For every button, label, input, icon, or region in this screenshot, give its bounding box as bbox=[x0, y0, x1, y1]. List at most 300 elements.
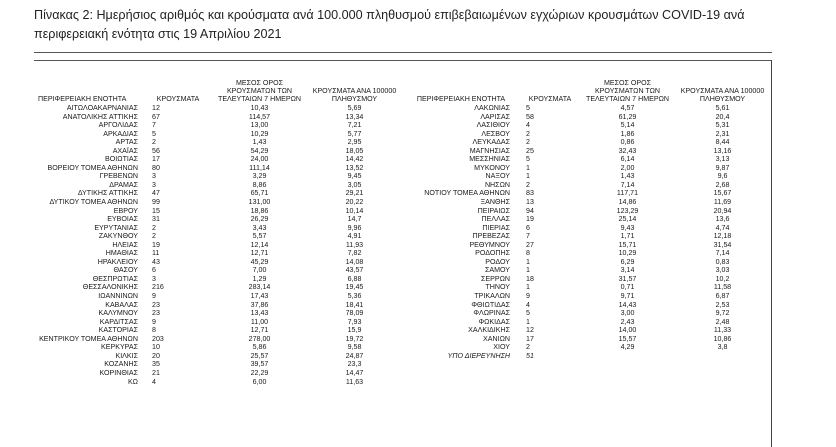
region-cell: ΥΠΟ ΔΙΕΡΕΥΝΗΣΗ bbox=[447, 351, 510, 360]
cases-cell: 20 bbox=[152, 351, 160, 360]
table-row bbox=[402, 172, 770, 181]
region-cell: ΜΕΣΣΗΝΙΑΣ bbox=[469, 155, 510, 164]
rate-cell: 3,05 bbox=[347, 180, 362, 189]
table-row bbox=[34, 335, 402, 344]
table-body-left bbox=[34, 104, 402, 386]
cases-cell: 17 bbox=[152, 155, 160, 164]
region-cell: ΚΕΝΤΡΙΚΟΥ ΤΟΜΕΑ ΑΘΗΝΩΝ bbox=[39, 334, 138, 343]
avg-cell: 278,00 bbox=[248, 334, 271, 343]
rate-cell: 8,44 bbox=[715, 138, 730, 147]
cases-cell: 1 bbox=[526, 163, 530, 172]
avg-cell: 17,43 bbox=[250, 292, 269, 301]
rate-cell: 2,48 bbox=[715, 317, 730, 326]
cases-cell: 9 bbox=[526, 292, 530, 301]
rate-cell: 5,31 bbox=[715, 121, 730, 130]
table-row bbox=[402, 335, 770, 344]
region-cell: ΛΕΣΒΟΥ bbox=[481, 129, 510, 138]
header-region: ΠΕΡΙΦΕΡΕΙΑΚΗ ΕΝΟΤΗΤΑ bbox=[38, 95, 127, 103]
rate-cell: 10,14 bbox=[345, 206, 364, 215]
table-row bbox=[34, 189, 402, 198]
cases-cell: 3 bbox=[152, 180, 156, 189]
table-row bbox=[34, 164, 402, 173]
region-cell: ΚΩ bbox=[127, 377, 138, 386]
avg-cell: 37,86 bbox=[250, 300, 269, 309]
avg-cell: 9,71 bbox=[620, 292, 635, 301]
cases-cell: 2 bbox=[152, 138, 156, 147]
rate-cell: 14,47 bbox=[345, 368, 364, 377]
cases-cell: 27 bbox=[526, 240, 534, 249]
rate-cell: 11,33 bbox=[713, 326, 732, 335]
table-row bbox=[402, 343, 770, 352]
table-row bbox=[402, 189, 770, 198]
rate-cell: 13,52 bbox=[345, 163, 364, 172]
region-cell: ΝΗΣΩΝ bbox=[484, 180, 510, 189]
table-row bbox=[402, 104, 770, 113]
cases-cell: 2 bbox=[152, 223, 156, 232]
avg-cell: 12,71 bbox=[250, 326, 269, 335]
cases-cell: 21 bbox=[152, 368, 160, 377]
table-row bbox=[402, 283, 770, 292]
table-row bbox=[34, 266, 402, 275]
table-row bbox=[34, 309, 402, 318]
table-row bbox=[402, 352, 770, 361]
rate-cell: 20,22 bbox=[345, 198, 364, 207]
region-cell: ΛΑΡΙΣΑΣ bbox=[480, 112, 510, 121]
avg-cell: 25,57 bbox=[250, 351, 269, 360]
region-cell: ΧΙΟΥ bbox=[493, 343, 510, 352]
rate-cell: 11,58 bbox=[713, 283, 732, 292]
rate-cell: 24,87 bbox=[345, 351, 364, 360]
region-cell: ΕΥΡΥΤΑΝΙΑΣ bbox=[94, 223, 138, 232]
avg-cell: 5,14 bbox=[620, 121, 635, 130]
cases-cell: 67 bbox=[152, 112, 160, 121]
cases-cell: 1 bbox=[526, 283, 530, 292]
region-cell: ΛΑΚΩΝΙΑΣ bbox=[474, 104, 510, 112]
rate-cell: 5,69 bbox=[347, 104, 362, 112]
rate-cell: 7,21 bbox=[347, 121, 362, 130]
avg-cell: 6,00 bbox=[252, 377, 267, 386]
rate-cell: 3,8 bbox=[717, 343, 728, 352]
cases-cell: 2 bbox=[526, 129, 530, 138]
cases-cell: 11 bbox=[152, 249, 160, 258]
cases-cell: 3 bbox=[152, 172, 156, 181]
region-cell: ΝΑΞΟΥ bbox=[485, 172, 510, 181]
avg-cell: 3,43 bbox=[252, 223, 267, 232]
rate-cell: 18,05 bbox=[345, 146, 364, 155]
cases-cell: 5 bbox=[526, 155, 530, 164]
region-cell: ΠΡΕΒΕΖΑΣ bbox=[472, 232, 510, 241]
avg-cell: 14,00 bbox=[618, 326, 637, 335]
region-cell: ΚΑΡΔΙΤΣΑΣ bbox=[99, 317, 138, 326]
avg-cell: 4,29 bbox=[620, 343, 635, 352]
region-cell: ΦΘΙΩΤΙΔΑΣ bbox=[471, 300, 510, 309]
avg-cell: 0,86 bbox=[620, 138, 635, 147]
cases-cell: 4 bbox=[526, 121, 530, 130]
cases-cell: 5 bbox=[526, 104, 530, 112]
region-cell: ΑΡΚΑΔΙΑΣ bbox=[103, 129, 138, 138]
table-row bbox=[34, 360, 402, 369]
avg-cell: 13,43 bbox=[250, 309, 269, 318]
table-row bbox=[34, 138, 402, 147]
avg-cell: 3,29 bbox=[252, 172, 267, 181]
avg-cell: 0,71 bbox=[620, 283, 635, 292]
avg-cell: 1,71 bbox=[620, 232, 635, 241]
table-row bbox=[402, 113, 770, 122]
cases-cell: 1 bbox=[526, 257, 530, 266]
table-row bbox=[402, 224, 770, 233]
table-row bbox=[34, 224, 402, 233]
table-row bbox=[34, 232, 402, 241]
cases-cell: 58 bbox=[526, 112, 534, 121]
table-header-right bbox=[402, 70, 770, 104]
region-cell: ΘΕΣΣΑΛΟΝΙΚΗΣ bbox=[82, 283, 138, 292]
region-cell: ΧΑΝΙΩΝ bbox=[483, 334, 510, 343]
table-row bbox=[34, 275, 402, 284]
avg-cell: 15,57 bbox=[618, 334, 637, 343]
avg-cell: 2,43 bbox=[620, 317, 635, 326]
rate-cell: 7,82 bbox=[347, 249, 362, 258]
cases-cell: 2 bbox=[152, 232, 156, 241]
region-cell: ΗΛΕΙΑΣ bbox=[112, 240, 138, 249]
cases-cell: 1 bbox=[526, 266, 530, 275]
table-row bbox=[402, 155, 770, 164]
region-cell: ΚΟΡΙΝΘΙΑΣ bbox=[99, 368, 138, 377]
avg-cell: 22,29 bbox=[250, 368, 269, 377]
region-cell: ΡΕΘΥΜΝΟΥ bbox=[469, 240, 510, 249]
table-body-right bbox=[402, 104, 770, 360]
cases-cell: 2 bbox=[526, 180, 530, 189]
rate-cell: 23,3 bbox=[347, 360, 362, 369]
rate-cell: 14,08 bbox=[345, 257, 364, 266]
region-cell: ΛΕΥΚΑΔΑΣ bbox=[472, 138, 510, 147]
region-cell: ΕΥΒΟΙΑΣ bbox=[107, 215, 138, 224]
cases-cell: 7 bbox=[152, 121, 156, 130]
rate-cell: 2,53 bbox=[715, 300, 730, 309]
avg-cell: 54,29 bbox=[250, 146, 269, 155]
table-row bbox=[402, 164, 770, 173]
table-row bbox=[34, 292, 402, 301]
rate-cell: 12,18 bbox=[713, 232, 732, 241]
region-cell: ΒΟΙΩΤΙΑΣ bbox=[105, 155, 138, 164]
avg-cell: 12,14 bbox=[250, 240, 269, 249]
avg-cell: 18,86 bbox=[250, 206, 269, 215]
table-row bbox=[402, 258, 770, 267]
cases-cell: 2 bbox=[526, 138, 530, 147]
table-row bbox=[34, 249, 402, 258]
cases-cell: 6 bbox=[526, 223, 530, 232]
region-cell: ΖΑΚΥΝΘΟΥ bbox=[98, 232, 138, 241]
table-row bbox=[402, 318, 770, 327]
region-cell: ΣΑΜΟΥ bbox=[484, 266, 510, 275]
rate-cell: 5,77 bbox=[347, 129, 362, 138]
region-cell: ΚΑΣΤΟΡΙΑΣ bbox=[98, 326, 138, 335]
region-cell: ΗΡΑΚΛΕΙΟΥ bbox=[97, 257, 138, 266]
table-row bbox=[402, 309, 770, 318]
rate-cell: 4,74 bbox=[715, 223, 730, 232]
avg-cell: 3,00 bbox=[620, 309, 635, 318]
table-row bbox=[402, 121, 770, 130]
region-cell: ΘΑΣΟΥ bbox=[113, 266, 138, 275]
table-row bbox=[34, 369, 402, 378]
rate-cell: 0,83 bbox=[715, 257, 730, 266]
rate-cell: 5,61 bbox=[715, 104, 730, 112]
region-cell: ΓΡΕΒΕΝΩΝ bbox=[99, 172, 138, 181]
rate-cell: 6,87 bbox=[715, 292, 730, 301]
rate-cell: 78,09 bbox=[345, 309, 364, 318]
table-row bbox=[34, 104, 402, 113]
avg-cell: 1,86 bbox=[620, 129, 635, 138]
avg-cell: 14,86 bbox=[618, 198, 637, 207]
rate-cell: 9,6 bbox=[717, 172, 728, 181]
rate-cell: 5,36 bbox=[347, 292, 362, 301]
region-cell: ΞΑΝΘΗΣ bbox=[480, 198, 510, 207]
table-row bbox=[34, 113, 402, 122]
rate-cell: 3,13 bbox=[715, 155, 730, 164]
region-cell: ΜΥΚΟΝΟΥ bbox=[474, 163, 510, 172]
top-rule bbox=[34, 52, 772, 53]
cases-cell: 216 bbox=[152, 283, 164, 292]
avg-cell: 7,00 bbox=[252, 266, 267, 275]
region-cell: ΝΟΤΙΟΥ ΤΟΜΕΑ ΑΘΗΝΩΝ bbox=[424, 189, 510, 198]
region-cell: ΕΒΡΟΥ bbox=[113, 206, 138, 215]
table-row bbox=[34, 147, 402, 156]
avg-cell: 14,43 bbox=[618, 300, 637, 309]
rate-cell: 3,03 bbox=[715, 266, 730, 275]
table-row bbox=[34, 172, 402, 181]
table-row bbox=[34, 301, 402, 310]
region-cell: ΔΡΑΜΑΣ bbox=[109, 180, 138, 189]
rate-cell: 11,63 bbox=[345, 377, 364, 386]
region-cell: ΡΟΔΟΠΗΣ bbox=[475, 249, 510, 258]
table-row bbox=[34, 241, 402, 250]
cases-cell: 1 bbox=[526, 172, 530, 181]
rate-cell: 10,86 bbox=[713, 334, 732, 343]
avg-cell: 5,57 bbox=[252, 232, 267, 241]
rate-cell: 2,95 bbox=[347, 138, 362, 147]
cases-cell: 19 bbox=[526, 215, 534, 224]
table-row bbox=[34, 215, 402, 224]
cases-cell: 23 bbox=[152, 300, 160, 309]
table-row bbox=[402, 207, 770, 216]
rate-cell: 7,14 bbox=[715, 249, 730, 258]
avg-cell: 5,86 bbox=[252, 343, 267, 352]
cases-cell: 80 bbox=[152, 163, 160, 172]
table-row bbox=[402, 292, 770, 301]
region-cell: ΜΑΓΝΗΣΙΑΣ bbox=[469, 146, 510, 155]
rate-cell: 7,93 bbox=[347, 317, 362, 326]
rate-cell: 9,45 bbox=[347, 172, 362, 181]
rate-cell: 6,88 bbox=[347, 274, 362, 283]
cases-cell: 9 bbox=[152, 292, 156, 301]
region-cell: ΦΛΩΡΙΝΑΣ bbox=[473, 309, 510, 318]
table-row bbox=[402, 301, 770, 310]
cases-cell: 31 bbox=[152, 215, 160, 224]
region-cell: ΠΕΛΛΑΣ bbox=[481, 215, 510, 224]
table-header-left bbox=[34, 70, 402, 104]
cases-cell: 12 bbox=[152, 104, 160, 112]
table-row bbox=[34, 326, 402, 335]
second-rule bbox=[34, 60, 772, 61]
header-rate: ΚΡΟΥΣΜΑΤΑ ΑΝΑ 100000 ΠΛΗΘΥΣΜΟΥ bbox=[680, 87, 765, 103]
table-row bbox=[402, 130, 770, 139]
table-row bbox=[402, 266, 770, 275]
avg-cell: 12,71 bbox=[250, 249, 269, 258]
rate-cell: 19,45 bbox=[345, 283, 364, 292]
region-cell: ΛΑΣΙΘΙΟΥ bbox=[476, 121, 510, 130]
cases-cell: 7 bbox=[526, 232, 530, 241]
cases-table bbox=[34, 70, 770, 386]
avg-cell: 31,57 bbox=[618, 274, 637, 283]
cases-cell: 2 bbox=[526, 343, 530, 352]
rate-cell: 9,72 bbox=[715, 309, 730, 318]
avg-cell: 24,00 bbox=[250, 155, 269, 164]
region-cell: ΡΟΔΟΥ bbox=[485, 257, 510, 266]
cases-cell: 99 bbox=[152, 198, 160, 207]
region-cell: ΒΟΡΕΙΟΥ ΤΟΜΕΑ ΑΘΗΝΩΝ bbox=[47, 163, 138, 172]
avg-cell: 25,14 bbox=[618, 215, 637, 224]
avg-cell: 15,71 bbox=[618, 240, 637, 249]
table-row bbox=[34, 155, 402, 164]
cases-cell: 18 bbox=[526, 274, 534, 283]
cases-cell: 13 bbox=[526, 198, 534, 207]
avg-cell: 10,29 bbox=[250, 129, 269, 138]
region-cell: ΚΟΖΑΝΗΣ bbox=[104, 360, 138, 369]
cases-cell: 51 bbox=[526, 351, 534, 360]
cases-cell: 23 bbox=[152, 309, 160, 318]
avg-cell: 123,29 bbox=[616, 206, 639, 215]
avg-cell: 10,43 bbox=[250, 104, 269, 112]
cases-cell: 10 bbox=[152, 343, 160, 352]
cases-cell: 203 bbox=[152, 334, 164, 343]
avg-cell: 1,43 bbox=[620, 172, 635, 181]
avg-cell: 1,43 bbox=[252, 138, 267, 147]
avg-cell: 7,14 bbox=[620, 180, 635, 189]
avg-cell: 2,00 bbox=[620, 163, 635, 172]
avg-cell: 45,29 bbox=[250, 257, 269, 266]
cases-cell: 4 bbox=[152, 377, 156, 386]
avg-cell: 65,71 bbox=[250, 189, 269, 198]
cases-cell: 4 bbox=[526, 300, 530, 309]
rate-cell: 14,42 bbox=[345, 155, 364, 164]
avg-cell: 26,29 bbox=[250, 215, 269, 224]
rate-cell: 31,54 bbox=[713, 240, 732, 249]
cases-cell: 83 bbox=[526, 189, 534, 198]
cases-cell: 1 bbox=[526, 317, 530, 326]
header-avg: ΜΕΣΟΣ ΟΡΟΣ ΚΡΟΥΣΜΑΤΩΝ ΤΩΝ ΤΕΛΕΥΤΑΙΩΝ 7 ΗΜΕΡΩΝ bbox=[585, 79, 669, 103]
cases-cell: 5 bbox=[526, 309, 530, 318]
table-right-half bbox=[402, 70, 770, 386]
avg-cell: 114,57 bbox=[248, 112, 271, 121]
cases-cell: 3 bbox=[152, 274, 156, 283]
region-cell: ΚΑΛΥΜΝΟΥ bbox=[98, 309, 138, 318]
region-cell: ΣΕΡΡΩΝ bbox=[480, 274, 510, 283]
avg-cell: 1,29 bbox=[252, 274, 267, 283]
table-row bbox=[402, 198, 770, 207]
region-cell: ΠΕΙΡΑΙΩΣ bbox=[477, 206, 510, 215]
rate-cell: 10,2 bbox=[715, 274, 730, 283]
table-row bbox=[34, 258, 402, 267]
region-cell: ΑΝΑΤΟΛΙΚΗΣ ΑΤΤΙΚΗΣ bbox=[62, 112, 138, 121]
table-row bbox=[34, 130, 402, 139]
avg-cell: 32,43 bbox=[618, 146, 637, 155]
avg-cell: 13,00 bbox=[250, 121, 269, 130]
rate-cell: 29,21 bbox=[345, 189, 364, 198]
header-rate: ΚΡΟΥΣΜΑΤΑ ΑΝΑ 100000 ΠΛΗΘΥΣΜΟΥ bbox=[312, 87, 397, 103]
avg-cell: 6,29 bbox=[620, 257, 635, 266]
table-row bbox=[402, 241, 770, 250]
rate-cell: 13,6 bbox=[715, 215, 730, 224]
region-cell: ΘΕΣΠΡΩΤΙΑΣ bbox=[92, 274, 138, 283]
table-left-half bbox=[34, 70, 402, 386]
region-cell: ΚΕΡΚΥΡΑΣ bbox=[101, 343, 138, 352]
region-cell: ΔΥΤΙΚΟΥ ΤΟΜΕΑ ΑΘΗΝΩΝ bbox=[49, 198, 138, 207]
table-row bbox=[34, 207, 402, 216]
cases-cell: 9 bbox=[152, 317, 156, 326]
avg-cell: 9,43 bbox=[620, 223, 635, 232]
avg-cell: 6,14 bbox=[620, 155, 635, 164]
cases-cell: 43 bbox=[152, 257, 160, 266]
cases-cell: 5 bbox=[152, 129, 156, 138]
cases-cell: 6 bbox=[152, 266, 156, 275]
rate-cell: 2,68 bbox=[715, 180, 730, 189]
rate-cell: 14,7 bbox=[347, 215, 362, 224]
region-cell: ΑΡΤΑΣ bbox=[115, 138, 138, 147]
table-row bbox=[402, 275, 770, 284]
avg-cell: 111,14 bbox=[249, 163, 270, 172]
region-cell: ΚΑΒΑΛΑΣ bbox=[105, 300, 138, 309]
avg-cell: 3,14 bbox=[620, 266, 635, 275]
avg-cell: 117,71 bbox=[616, 189, 639, 198]
table-caption: Πίνακας 2: Ημερήσιος αριθμός και κρούσματα ανά 100.000 πληθυσμού επιβεβαιωμένων εγχώριων κρουσμάτων COVID-19 ανά περιφερειακή ενότητα στις 19 Απριλίου 2021 bbox=[34, 8, 745, 41]
cases-cell: 15 bbox=[152, 206, 160, 215]
rate-cell: 13,34 bbox=[345, 112, 364, 121]
rate-cell: 9,87 bbox=[715, 163, 730, 172]
region-cell: ΚΙΛΚΙΣ bbox=[115, 351, 138, 360]
rate-cell: 15,9 bbox=[347, 326, 362, 335]
avg-cell: 4,57 bbox=[620, 104, 635, 112]
rate-cell: 11,69 bbox=[713, 198, 732, 207]
rate-cell: 20,94 bbox=[713, 206, 732, 215]
table-row bbox=[402, 215, 770, 224]
table-row bbox=[34, 352, 402, 361]
region-cell: ΑΧΑΪΑΣ bbox=[112, 146, 138, 155]
rate-cell: 2,31 bbox=[715, 129, 730, 138]
table-row bbox=[402, 181, 770, 190]
region-cell: ΑΡΓΟΛΙΔΑΣ bbox=[98, 121, 138, 130]
rate-cell: 15,67 bbox=[713, 189, 732, 198]
avg-cell: 11,00 bbox=[250, 317, 269, 326]
rate-cell: 43,57 bbox=[345, 266, 364, 275]
region-cell: ΗΜΑΘΙΑΣ bbox=[105, 249, 138, 258]
table-row bbox=[34, 378, 402, 387]
header-region: ΠΕΡΙΦΕΡΕΙΑΚΗ ΕΝΟΤΗΤΑ bbox=[416, 95, 506, 103]
header-cases: ΚΡΟΥΣΜΑΤΑ bbox=[528, 95, 572, 103]
cases-cell: 12 bbox=[526, 326, 534, 335]
cases-cell: 8 bbox=[526, 249, 530, 258]
cases-cell: 19 bbox=[152, 240, 160, 249]
region-cell: ΔΥΤΙΚΗΣ ΑΤΤΙΚΗΣ bbox=[77, 189, 138, 198]
region-cell: ΙΩΑΝΝΙΝΩΝ bbox=[98, 292, 138, 301]
region-cell: ΑΙΤΩΛΟΑΚΑΡΝΑΝΙΑΣ bbox=[66, 104, 138, 112]
avg-cell: 61,29 bbox=[618, 112, 637, 121]
rate-cell: 9,58 bbox=[347, 343, 362, 352]
rate-cell: 19,72 bbox=[345, 334, 364, 343]
right-border bbox=[771, 60, 772, 447]
table-row bbox=[34, 181, 402, 190]
rate-cell: 9,96 bbox=[347, 223, 362, 232]
cases-cell: 17 bbox=[526, 334, 534, 343]
rate-cell: 20,4 bbox=[715, 112, 730, 121]
